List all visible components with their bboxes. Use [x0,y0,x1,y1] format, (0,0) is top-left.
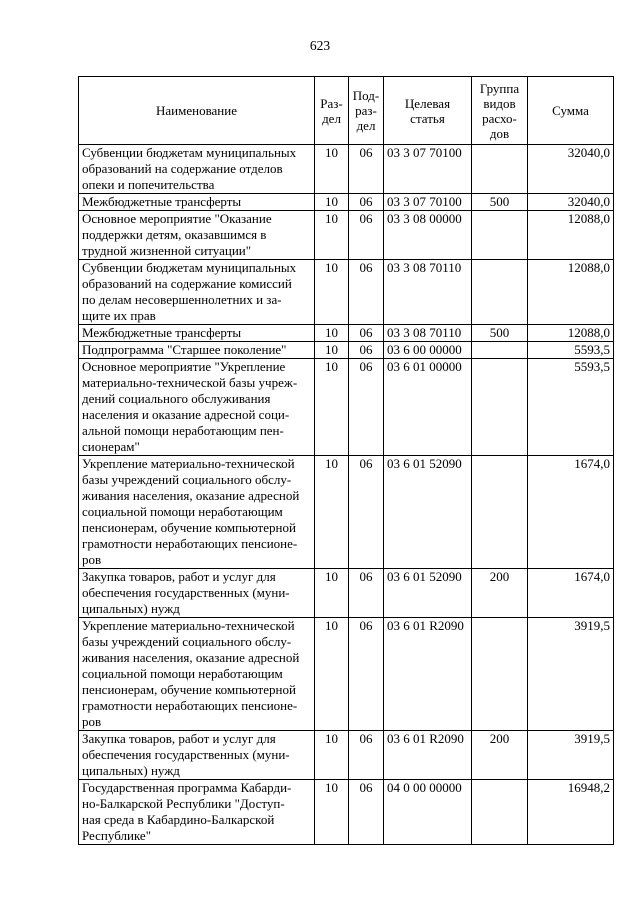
row-name-line: Основное мероприятие "Оказание [82,211,272,226]
row-razdel: 10 [315,618,349,731]
row-sum: 12088,0 [528,211,614,260]
row-name-line: социальной помощи неработающим [82,504,283,519]
table-row [79,618,614,731]
row-name [79,342,315,359]
row-sum: 32040,0 [528,145,614,194]
row-podrazdel: 06 [349,145,384,194]
row-name [79,194,315,211]
row-target-article: 03 6 01 R2090 [384,731,472,780]
table-row [79,731,614,780]
row-sum: 3919,5 [528,618,614,731]
row-name-line: обеспечения государственных (муни- [82,585,290,600]
row-name [79,780,315,845]
row-target-article: 03 3 07 70100 [384,145,472,194]
row-podrazdel: 06 [349,359,384,456]
row-name-line: социальной помощи неработающим [82,666,283,681]
table-row [79,456,614,569]
row-podrazdel: 06 [349,618,384,731]
budget-table [78,76,614,845]
row-name-line: Укрепление материально-технической [82,618,295,633]
row-name-line: пенсионерам, обучение компьютерной [82,520,296,535]
row-podrazdel: 06 [349,260,384,325]
row-name [79,359,315,456]
row-podrazdel: 06 [349,569,384,618]
row-razdel: 10 [315,456,349,569]
row-podrazdel: 06 [349,342,384,359]
row-sum: 5593,5 [528,359,614,456]
row-name-line: ная среда в Кабардино-Балкарской [82,812,275,827]
row-name [79,618,315,731]
row-name-line: Республике" [82,828,152,843]
row-expense-group: 200 [472,731,528,780]
row-razdel: 10 [315,211,349,260]
row-name-line: материально-технической базы учреж- [82,375,298,390]
row-name-line: по делам несовершеннолетних и за- [82,292,282,307]
row-name-line: Основное мероприятие "Укрепление [82,359,286,374]
table-row [79,325,614,342]
row-expense-group [472,260,528,325]
row-name-line: Укрепление материально-технической [82,456,295,471]
table-row [79,569,614,618]
header-podrazdel: Под- раз- дел [349,77,384,145]
row-podrazdel: 06 [349,211,384,260]
row-name-line: живания населения, оказание адресной [82,488,300,503]
row-name-line: пенсионерам, обучение компьютерной [82,682,296,697]
row-name-line: Государственная программа Кабарди- [82,780,292,795]
row-name-line: ров [82,552,102,567]
row-razdel: 10 [315,342,349,359]
row-name [79,731,315,780]
row-name-line: Межбюджетные трансферты [82,325,242,340]
row-target-article: 03 6 00 00000 [384,342,472,359]
row-name-line: Закупка товаров, работ и услуг для [82,731,276,746]
row-name-line: обеспечения государственных (муни- [82,747,290,762]
row-expense-group [472,359,528,456]
row-razdel: 10 [315,359,349,456]
row-name-line: ципальных) нужд [82,763,180,778]
row-razdel: 10 [315,145,349,194]
row-expense-group [472,780,528,845]
row-expense-group [472,211,528,260]
row-target-article: 03 6 01 R2090 [384,618,472,731]
row-target-article: 03 3 08 70110 [384,260,472,325]
row-name-line: Субвенции бюджетам муниципальных [82,260,297,275]
row-expense-group [472,456,528,569]
header-expense-group: Группа видов расхо- дов [472,77,528,145]
row-name-line: поддержки детям, оказавшимся в [82,227,267,242]
table-row [79,342,614,359]
row-expense-group [472,342,528,359]
row-podrazdel: 06 [349,731,384,780]
row-target-article: 03 6 01 52090 [384,569,472,618]
row-sum: 5593,5 [528,342,614,359]
row-sum: 12088,0 [528,260,614,325]
row-sum: 12088,0 [528,325,614,342]
row-sum: 3919,5 [528,731,614,780]
header-razdel: Раз- дел [315,77,349,145]
header-name: Наименование [79,77,315,145]
row-sum: 32040,0 [528,194,614,211]
row-name [79,211,315,260]
row-name-line: ципальных) нужд [82,601,180,616]
row-name-line: населения и оказание адресной соци- [82,407,290,422]
table-body [79,145,614,845]
row-podrazdel: 06 [349,325,384,342]
row-podrazdel: 06 [349,456,384,569]
row-name-line: Субвенции бюджетам муниципальных [82,145,297,160]
row-name-line: образований на содержание отделов [82,161,283,176]
page-number: 623 [309,38,331,53]
table-row [79,145,614,194]
row-razdel: 10 [315,780,349,845]
table-row [79,260,614,325]
row-name-line: Подпрограмма "Старшее поколение" [82,342,287,357]
row-target-article: 03 3 07 70100 [384,194,472,211]
row-target-article: 03 3 08 00000 [384,211,472,260]
row-name-line: базы учреждений социального обслу- [82,472,292,487]
row-razdel: 10 [315,325,349,342]
row-podrazdel: 06 [349,780,384,845]
row-name-line: щите их прав [82,308,156,323]
row-sum: 1674,0 [528,569,614,618]
table-row [79,194,614,211]
row-name [79,325,315,342]
row-name-line: ров [82,714,102,729]
row-sum: 16948,2 [528,780,614,845]
row-name [79,456,315,569]
table-row [79,359,614,456]
row-name-line: грамотности неработающих пенсионе- [82,698,298,713]
row-target-article: 03 3 08 70110 [384,325,472,342]
row-expense-group: 200 [472,569,528,618]
row-expense-group: 500 [472,194,528,211]
table-row [79,780,614,845]
row-name-line: сионерам" [82,439,140,454]
row-name [79,145,315,194]
table-row [79,211,614,260]
row-name-line: образований на содержание комиссий [82,276,292,291]
row-target-article: 04 0 00 00000 [384,780,472,845]
row-sum: 1674,0 [528,456,614,569]
row-name-line: дений социального обслуживания [82,391,271,406]
row-target-article: 03 6 01 00000 [384,359,472,456]
row-name [79,569,315,618]
row-expense-group [472,618,528,731]
row-razdel: 10 [315,260,349,325]
row-name-line: грамотности неработающих пенсионе- [82,536,298,551]
row-name [79,260,315,325]
row-name-line: Закупка товаров, работ и услуг для [82,569,276,584]
row-expense-group [472,145,528,194]
row-name-line: базы учреждений социального обслу- [82,634,292,649]
row-name-line: трудной жизненной ситуации" [82,243,252,258]
header-sum: Сумма [528,77,614,145]
row-name-line: опеки и попечительства [82,177,215,192]
row-name-line: Межбюджетные трансферты [82,194,242,209]
row-razdel: 10 [315,569,349,618]
table-header-row [79,77,614,145]
row-podrazdel: 06 [349,194,384,211]
row-expense-group: 500 [472,325,528,342]
row-razdel: 10 [315,731,349,780]
row-name-line: альной помощи неработающим пен- [82,423,284,438]
row-razdel: 10 [315,194,349,211]
row-name-line: но-Балкарской Республики "Доступ- [82,796,285,811]
row-target-article: 03 6 01 52090 [384,456,472,569]
row-name-line: живания населения, оказание адресной [82,650,300,665]
header-target-article: Целевая статья [384,77,472,145]
